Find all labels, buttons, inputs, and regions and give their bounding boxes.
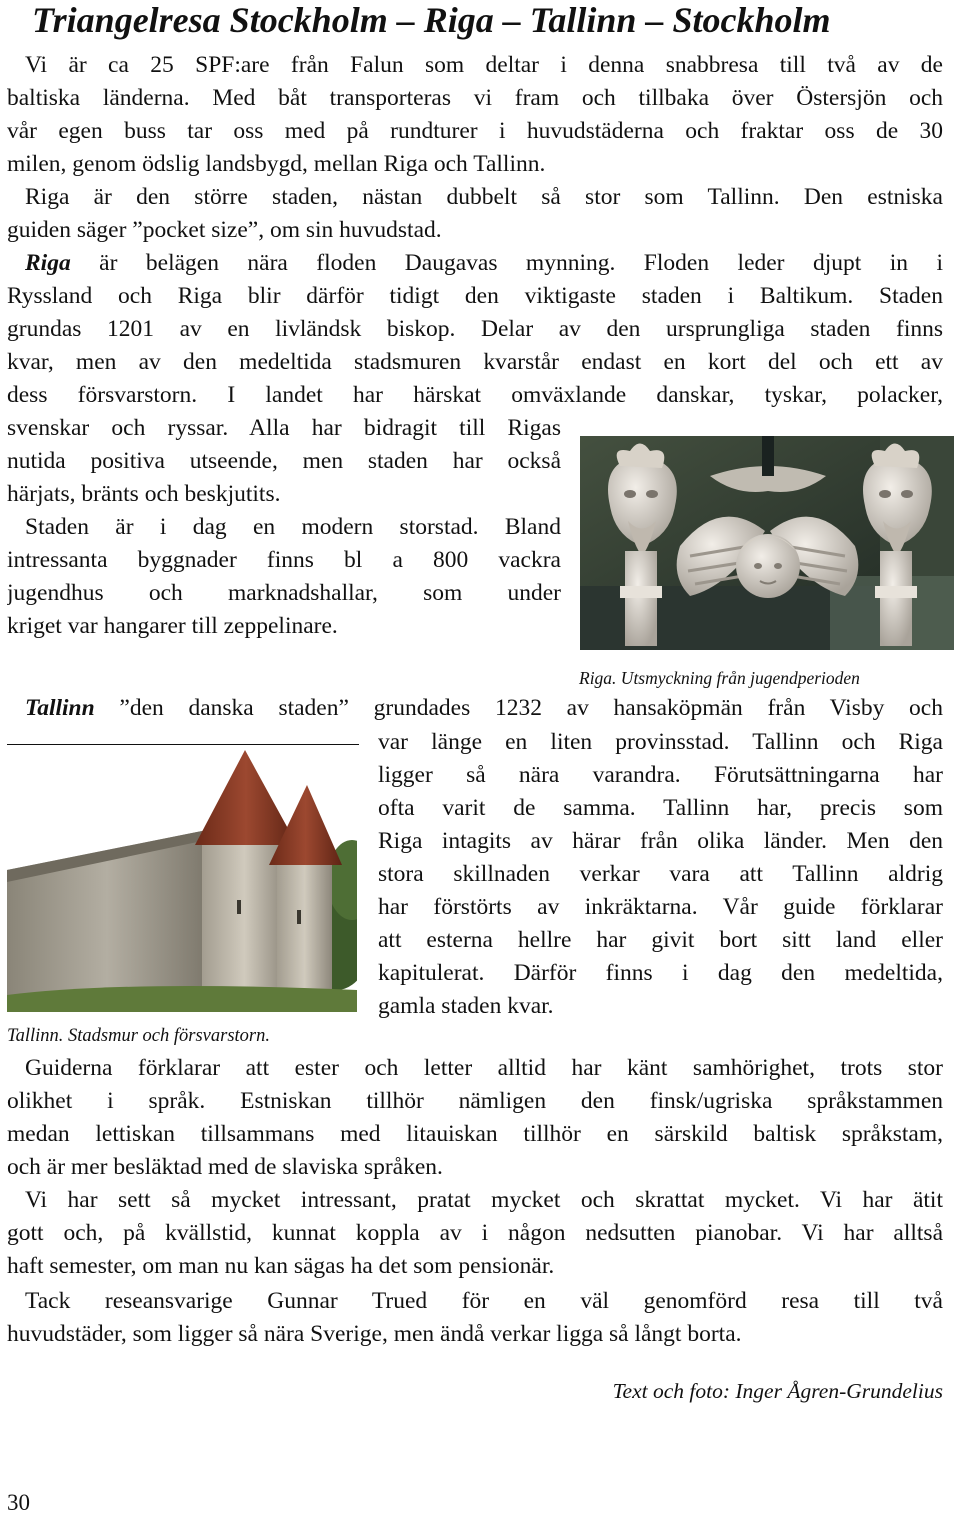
riga-jugend-photo: [580, 436, 954, 650]
tallinn-line-7: har förstörts av inkräktarna. Vår guide förklarar: [378, 894, 943, 920]
riga-size-line-2: guiden säger ”pocket size”, om sin huvudstad.: [7, 217, 442, 243]
tallinn-name: Tallinn: [25, 695, 95, 721]
riga-line-1-text: är belägen nära floden Daugavas mynning. Floden leder djupt in i: [70, 250, 943, 276]
riga-history-line-4: kvar, men av den medeltida stadsmuren kvarstår endast en kort del och ett av: [7, 349, 943, 375]
tallinn-wall-photo-image: [7, 750, 357, 1012]
intro-line-1: Vi är ca 25 SPF:are från Falun som deltar i denna snabbresa till två av de: [25, 52, 943, 78]
riga-caption: Riga. Utsmyckning från jugendperioden: [579, 668, 860, 688]
tallinn-line-2: var länge en liten provinsstad. Tallinn och Riga: [378, 729, 943, 755]
riga-name: Riga: [25, 250, 71, 276]
riga-history-line-3: grundas 1201 av en livländsk biskop. Delar av den ursprungliga staden finns: [7, 316, 943, 342]
riga-history-line-8: härjats, bränts och beskjutits.: [7, 481, 281, 507]
intro-line-3: vår egen buss tar oss med på rundturer i huvudstäderna och fraktar oss de 30: [7, 118, 943, 144]
tallinn-line-5: Riga intagits av härar från olika länder. Men den: [378, 828, 943, 854]
tallinn-line-1: [7, 692, 943, 725]
modern-line-2: intressanta byggnader finns bl a 800 vackra: [7, 547, 561, 573]
riga-history-line-1: [7, 247, 943, 280]
modern-line-3: jugendhus och marknadshallar, som under: [7, 580, 561, 606]
guides-line-3: medan lettiskan tillsammans med litauiskan tillhör en särskild baltisk språkstam,: [7, 1121, 943, 1147]
tallinn-line-10: gamla staden kvar.: [378, 993, 554, 1019]
riga-size-line-1: Riga är den större staden, nästan dubbelt så stor som Tallinn. Den estniska: [25, 184, 943, 210]
intro-line-2: baltiska länderna. Med båt transporteras vi fram och tillbaka över Östersjön och: [7, 85, 943, 111]
tallinn-line-3: ligger så nära varandra. Förutsättningarna har: [378, 762, 943, 788]
tallinn-line-1-text: ”den danska staden” grundades 1232 av hansaköpmän från Visby och: [94, 695, 943, 721]
tallinn-caption: Tallinn. Stadsmur och försvarstorn.: [7, 1026, 270, 1046]
riga-history-line-7: nutida positiva utseende, men staden har också: [7, 448, 561, 474]
section-divider: [7, 744, 359, 745]
tallinn-line-9: kapitulerat. Därför finns i dag den medeltida,: [378, 960, 943, 986]
page-title: Triangelresa Stockholm – Riga – Tallinn – Stockholm: [32, 0, 831, 40]
tallinn-line-4: ofta varit de samma. Tallinn har, precis som: [378, 795, 943, 821]
fun-line-2: gott och, på kvällstid, kunnat koppla av i någon nedsutten pianobar. Vi har alltså: [7, 1220, 943, 1246]
tallinn-line-6: stora skillnaden verkar vara att Tallinn aldrig: [378, 861, 943, 887]
riga-history-line-5: dess försvarstorn. I landet har härskat omväxlande danskar, tyskar, polacker,: [7, 382, 943, 408]
guides-line-2: olikhet i språk. Estniskan tillhör nämligen den finsk/ugriska språkstammen: [7, 1088, 943, 1114]
fun-line-1: Vi har sett så mycket intressant, pratat mycket och skrattat mycket. Vi har ätit: [25, 1187, 943, 1213]
guides-line-1: Guiderna förklarar att ester och letter alltid har känt samhörighet, trots stor: [25, 1055, 943, 1081]
thanks-line-1: Tack reseansvarige Gunnar Trued för en väl genomförd resa till två: [25, 1288, 943, 1314]
intro-line-4: milen, genom ödslig landsbygd, mellan Riga och Tallinn.: [7, 151, 546, 177]
modern-line-4: kriget var hangarer till zeppelinare.: [7, 613, 338, 639]
thanks-line-2: huvudstäder, som ligger så nära Sverige, men ändå verkar ligga så långt borta.: [7, 1321, 742, 1347]
modern-line-1: Staden är i dag en modern storstad. Bland: [25, 514, 561, 540]
fun-line-3: haft semester, om man nu kan sägas ha det som pensionär.: [7, 1253, 555, 1279]
riga-jugend-photo-image: [580, 436, 954, 650]
page-number: 30: [7, 1490, 30, 1515]
guides-line-4: och är mer besläktad med de slaviska språken.: [7, 1154, 443, 1180]
tallinn-line-8: att esterna hellre har givit bort sitt land eller: [378, 927, 943, 953]
author-signature: Text och foto: Inger Ågren-Grundelius: [612, 1379, 943, 1403]
tallinn-wall-photo: [7, 750, 357, 1012]
riga-history-line-2: Ryssland och Riga blir därför tidigt den viktigaste staden i Baltikum. Staden: [7, 283, 943, 309]
riga-history-line-6: svenskar och ryssar. Alla har bidragit till Rigas: [7, 415, 561, 441]
